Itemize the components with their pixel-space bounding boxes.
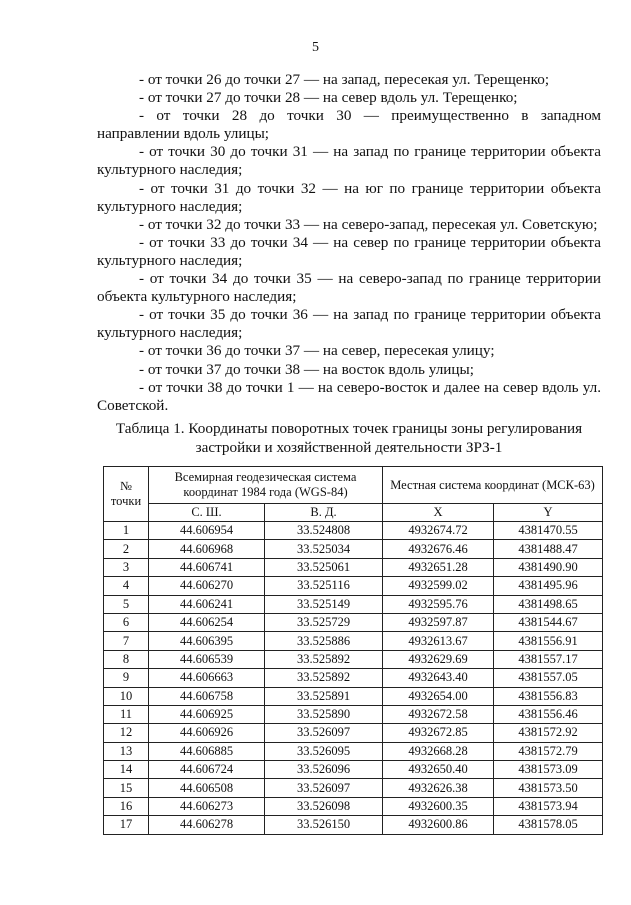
cell-longitude: 33.525061 (265, 558, 383, 576)
paragraph: - от точки 27 до точки 28 — на север вдоль ул. Терещенко; (139, 89, 518, 107)
table-row (104, 761, 603, 779)
cell-point-number: 16 (104, 797, 149, 815)
table-row (104, 632, 603, 650)
cell-longitude: 33.526097 (265, 724, 383, 742)
cell-x: 4932629.69 (383, 650, 494, 668)
paragraph: - от точки 37 до точки 38 — на восток вдоль улицы; (139, 360, 474, 378)
cell-x: 4932600.86 (383, 816, 494, 834)
cell-x: 4932672.85 (383, 724, 494, 742)
cell-x: 4932613.67 (383, 632, 494, 650)
table-row (104, 650, 603, 668)
cell-point-number: 17 (104, 816, 149, 834)
subheader-x: X (383, 504, 494, 522)
paragraph: - от точки 36 до точки 37 — на север, пересекая улицу; (139, 342, 495, 360)
cell-point-number: 8 (104, 650, 149, 668)
subheader-y: Y (494, 504, 603, 522)
table-row (104, 816, 603, 834)
subheader-longitude: В. Д. (265, 504, 383, 522)
table-row (104, 595, 603, 613)
cell-point-number: 10 (104, 687, 149, 705)
table-row (104, 687, 603, 705)
table-row (104, 797, 603, 815)
table-row (104, 540, 603, 558)
cell-latitude: 44.606395 (149, 632, 265, 650)
table-subheader-row (104, 504, 603, 522)
cell-point-number: 13 (104, 742, 149, 760)
cell-x: 4932650.40 (383, 761, 494, 779)
cell-y: 4381557.17 (494, 650, 603, 668)
header-point-number: № точки (104, 467, 149, 522)
cell-y: 4381578.05 (494, 816, 603, 834)
cell-point-number: 15 (104, 779, 149, 797)
cell-longitude: 33.525116 (265, 577, 383, 595)
paragraph: - от точки 31 до точки 32 — на юг по границе территории объекта культурного наследия; (97, 179, 601, 215)
cell-x: 4932654.00 (383, 687, 494, 705)
cell-y: 4381498.65 (494, 595, 603, 613)
cell-x: 4932626.38 (383, 779, 494, 797)
paragraph: - от точки 33 до точки 34 — на север по границе территории объекта культурного наследия; (97, 233, 601, 269)
header-wgs84: Всемирная геодезическая система координат 1984 года (WGS-84) (149, 467, 383, 504)
cell-point-number: 3 (104, 558, 149, 576)
table-row (104, 742, 603, 760)
cell-y: 4381556.83 (494, 687, 603, 705)
cell-longitude: 33.525892 (265, 650, 383, 668)
cell-point-number: 2 (104, 540, 149, 558)
cell-latitude: 44.606724 (149, 761, 265, 779)
cell-x: 4932600.35 (383, 797, 494, 815)
paragraph: - от точки 35 до точки 36 — на запад по границе территории объекта культурного наследия; (97, 306, 601, 342)
table-row (104, 669, 603, 687)
cell-latitude: 44.606968 (149, 540, 265, 558)
table-title-line: Таблица 1. Координаты поворотных точек границы зоны регулирования (115, 420, 583, 437)
cell-longitude: 33.525891 (265, 687, 383, 705)
cell-y: 4381490.90 (494, 558, 603, 576)
cell-y: 4381495.96 (494, 577, 603, 595)
cell-latitude: 44.606508 (149, 779, 265, 797)
coordinates-table (103, 466, 603, 835)
table-row (104, 779, 603, 797)
cell-y: 4381470.55 (494, 522, 603, 540)
cell-longitude: 33.525892 (265, 669, 383, 687)
cell-y: 4381573.94 (494, 797, 603, 815)
cell-longitude: 33.526095 (265, 742, 383, 760)
cell-longitude: 33.526097 (265, 779, 383, 797)
table-body (104, 522, 603, 835)
cell-point-number: 5 (104, 595, 149, 613)
table-row (104, 705, 603, 723)
cell-x: 4932672.58 (383, 705, 494, 723)
cell-latitude: 44.606241 (149, 595, 265, 613)
cell-y: 4381544.67 (494, 613, 603, 631)
table-row (104, 577, 603, 595)
table-row (104, 522, 603, 540)
cell-latitude: 44.606254 (149, 613, 265, 631)
cell-latitude: 44.606741 (149, 558, 265, 576)
cell-y: 4381572.79 (494, 742, 603, 760)
cell-x: 4932597.87 (383, 613, 494, 631)
cell-latitude: 44.606278 (149, 816, 265, 834)
cell-longitude: 33.524808 (265, 522, 383, 540)
cell-point-number: 11 (104, 705, 149, 723)
cell-longitude: 33.525149 (265, 595, 383, 613)
cell-y: 4381573.09 (494, 761, 603, 779)
table-row (104, 724, 603, 742)
page-number: 5 (312, 40, 319, 55)
cell-y: 4381572.92 (494, 724, 603, 742)
table-row (104, 613, 603, 631)
paragraph: - от точки 26 до точки 27 — на запад, пересекая ул. Терещенко; (139, 71, 550, 88)
boundary-description (97, 71, 601, 415)
cell-y: 4381573.50 (494, 779, 603, 797)
table-title-line: застройки и хозяйственной деятельности ЗРЗ-1 (195, 438, 503, 456)
cell-point-number: 12 (104, 724, 149, 742)
paragraph: - от точки 38 до точки 1 — на северо-восток и далее на север вдоль ул. Советской. (97, 378, 601, 414)
cell-longitude: 33.526150 (265, 816, 383, 834)
cell-latitude: 44.606273 (149, 797, 265, 815)
cell-x: 4932676.46 (383, 540, 494, 558)
cell-y: 4381556.91 (494, 632, 603, 650)
cell-longitude: 33.525886 (265, 632, 383, 650)
cell-point-number: 14 (104, 761, 149, 779)
table-row (104, 558, 603, 576)
cell-latitude: 44.606270 (149, 577, 265, 595)
cell-latitude: 44.606925 (149, 705, 265, 723)
cell-y: 4381557.05 (494, 669, 603, 687)
cell-point-number: 7 (104, 632, 149, 650)
cell-latitude: 44.606926 (149, 724, 265, 742)
cell-longitude: 33.525890 (265, 705, 383, 723)
header-msk63: Местная система координат (МСК-63) (383, 467, 603, 504)
cell-x: 4932599.02 (383, 577, 494, 595)
paragraph: - от точки 32 до точки 33 — на северо-запад, пересекая ул. Советскую; (139, 215, 598, 233)
cell-latitude: 44.606954 (149, 522, 265, 540)
cell-longitude: 33.525729 (265, 613, 383, 631)
cell-latitude: 44.606885 (149, 742, 265, 760)
paragraph: - от точки 30 до точки 31 — на запад по границе территории объекта культурного наследия; (97, 143, 601, 179)
cell-x: 4932668.28 (383, 742, 494, 760)
table-title (97, 420, 601, 457)
cell-point-number: 4 (104, 577, 149, 595)
cell-latitude: 44.606758 (149, 687, 265, 705)
cell-x: 4932651.28 (383, 558, 494, 576)
cell-point-number: 9 (104, 669, 149, 687)
cell-y: 4381488.47 (494, 540, 603, 558)
cell-y: 4381556.46 (494, 705, 603, 723)
cell-longitude: 33.526096 (265, 761, 383, 779)
cell-longitude: 33.526098 (265, 797, 383, 815)
subheader-latitude: С. Ш. (149, 504, 265, 522)
cell-latitude: 44.606539 (149, 650, 265, 668)
cell-x: 4932595.76 (383, 595, 494, 613)
cell-point-number: 1 (104, 522, 149, 540)
table-header-row (104, 467, 603, 504)
cell-point-number: 6 (104, 613, 149, 631)
paragraph: - от точки 28 до точки 30 — преимущественно в западном направлении вдоль улицы; (97, 107, 601, 143)
cell-x: 4932674.72 (383, 522, 494, 540)
cell-latitude: 44.606663 (149, 669, 265, 687)
cell-longitude: 33.525034 (265, 540, 383, 558)
paragraph: - от точки 34 до точки 35 — на северо-запад по границе территории объекта культурного наследия; (97, 270, 601, 306)
cell-x: 4932643.40 (383, 669, 494, 687)
